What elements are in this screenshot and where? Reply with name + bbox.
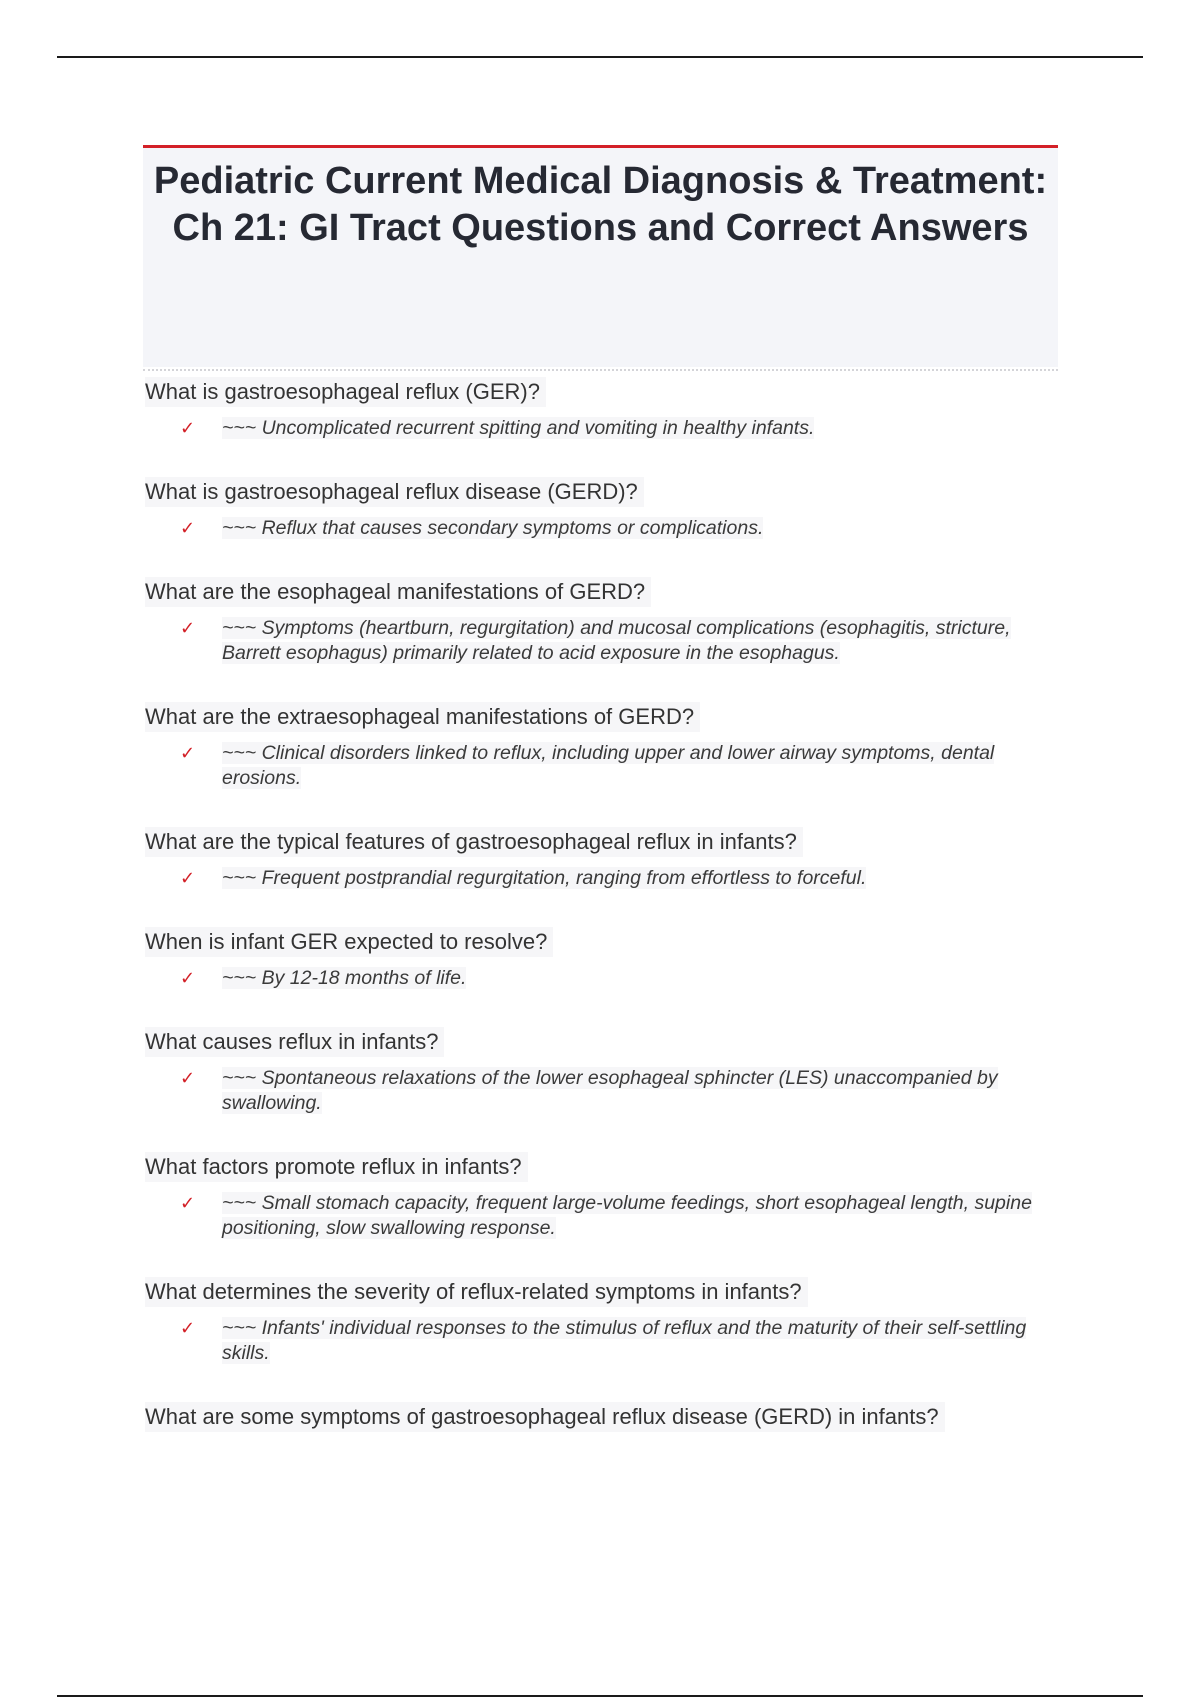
question-text: What is gastroesophageal reflux disease (GERD)?: [145, 477, 644, 507]
qa-item: [145, 377, 1065, 441]
answer-text: ~~~ Spontaneous relaxations of the lower esophageal sphincter (LES) unaccompanied by swallowing.: [222, 1067, 998, 1114]
checkmark-icon: ✓: [180, 743, 196, 764]
page-bottom-rule: [57, 1695, 1143, 1697]
qa-item: [145, 577, 1065, 666]
checkmark-icon: ✓: [180, 1193, 196, 1214]
qa-item: [145, 1152, 1065, 1241]
qa-item: [145, 827, 1065, 891]
answer-text: ~~~ Small stomach capacity, frequent large-volume feedings, short esophageal length, supine positioning, slow swallowing response.: [222, 1192, 1032, 1239]
checkmark-icon: ✓: [180, 968, 196, 989]
answer-row: [145, 416, 1065, 441]
qa-item: [145, 702, 1065, 791]
answer-row: [145, 1191, 1065, 1241]
answer-row: [145, 616, 1065, 666]
page-top-rule: [57, 56, 1143, 58]
answer-row: [145, 966, 1065, 991]
answer-text: ~~~ Clinical disorders linked to reflux, including upper and lower airway symptoms, dental erosions.: [222, 742, 995, 789]
answer-text: ~~~ Symptoms (heartburn, regurgitation) and mucosal complications (esophagitis, stricture, Barrett esophagus) primarily related to acid exposure in the esophagus.: [222, 617, 1011, 664]
qa-item: [145, 927, 1065, 991]
checkmark-icon: ✓: [180, 618, 196, 639]
answer-row: [145, 866, 1065, 891]
page-title: Pediatric Current Medical Diagnosis & Treatment: Ch 21: GI Tract Questions and Correct Answers: [153, 160, 1048, 249]
answer-text: ~~~ Uncomplicated recurrent spitting and vomiting in healthy infants.: [222, 417, 815, 439]
checkmark-icon: ✓: [180, 518, 196, 539]
qa-item: [145, 1277, 1065, 1366]
answer-text: ~~~ Frequent postprandial regurgitation, ranging from effortless to forceful.: [222, 867, 867, 889]
answer-text: ~~~ Infants' individual responses to the stimulus of reflux and the maturity of their self-settling skills.: [222, 1317, 1027, 1364]
answer-row: [145, 1316, 1065, 1366]
answer-row: [145, 741, 1065, 791]
question-text: What are the typical features of gastroesophageal reflux in infants?: [145, 827, 803, 857]
question-text: What determines the severity of reflux-related symptoms in infants?: [145, 1277, 808, 1307]
qa-item: [145, 477, 1065, 541]
question-text: What is gastroesophageal reflux (GER)?: [145, 377, 546, 407]
question-text: What are some symptoms of gastroesophageal reflux disease (GERD) in infants?: [145, 1402, 945, 1432]
checkmark-icon: ✓: [180, 868, 196, 889]
answer-row: [145, 516, 1065, 541]
question-text: What factors promote reflux in infants?: [145, 1152, 528, 1182]
question-text: When is infant GER expected to resolve?: [145, 927, 553, 957]
question-text: What are the esophageal manifestations of GERD?: [145, 577, 651, 607]
question-text: What causes reflux in infants?: [145, 1027, 444, 1057]
question-text: What are the extraesophageal manifestations of GERD?: [145, 702, 700, 732]
answer-row: [145, 1066, 1065, 1116]
answer-text: ~~~ By 12-18 months of life.: [222, 967, 467, 989]
qa-list: [145, 377, 1065, 1468]
checkmark-icon: ✓: [180, 1068, 196, 1089]
checkmark-icon: ✓: [180, 418, 196, 439]
answer-text: ~~~ Reflux that causes secondary symptoms or complications.: [222, 517, 764, 539]
qa-item: [145, 1402, 1065, 1432]
qa-item: [145, 1027, 1065, 1116]
checkmark-icon: ✓: [180, 1318, 196, 1339]
title-block: [143, 145, 1058, 367]
